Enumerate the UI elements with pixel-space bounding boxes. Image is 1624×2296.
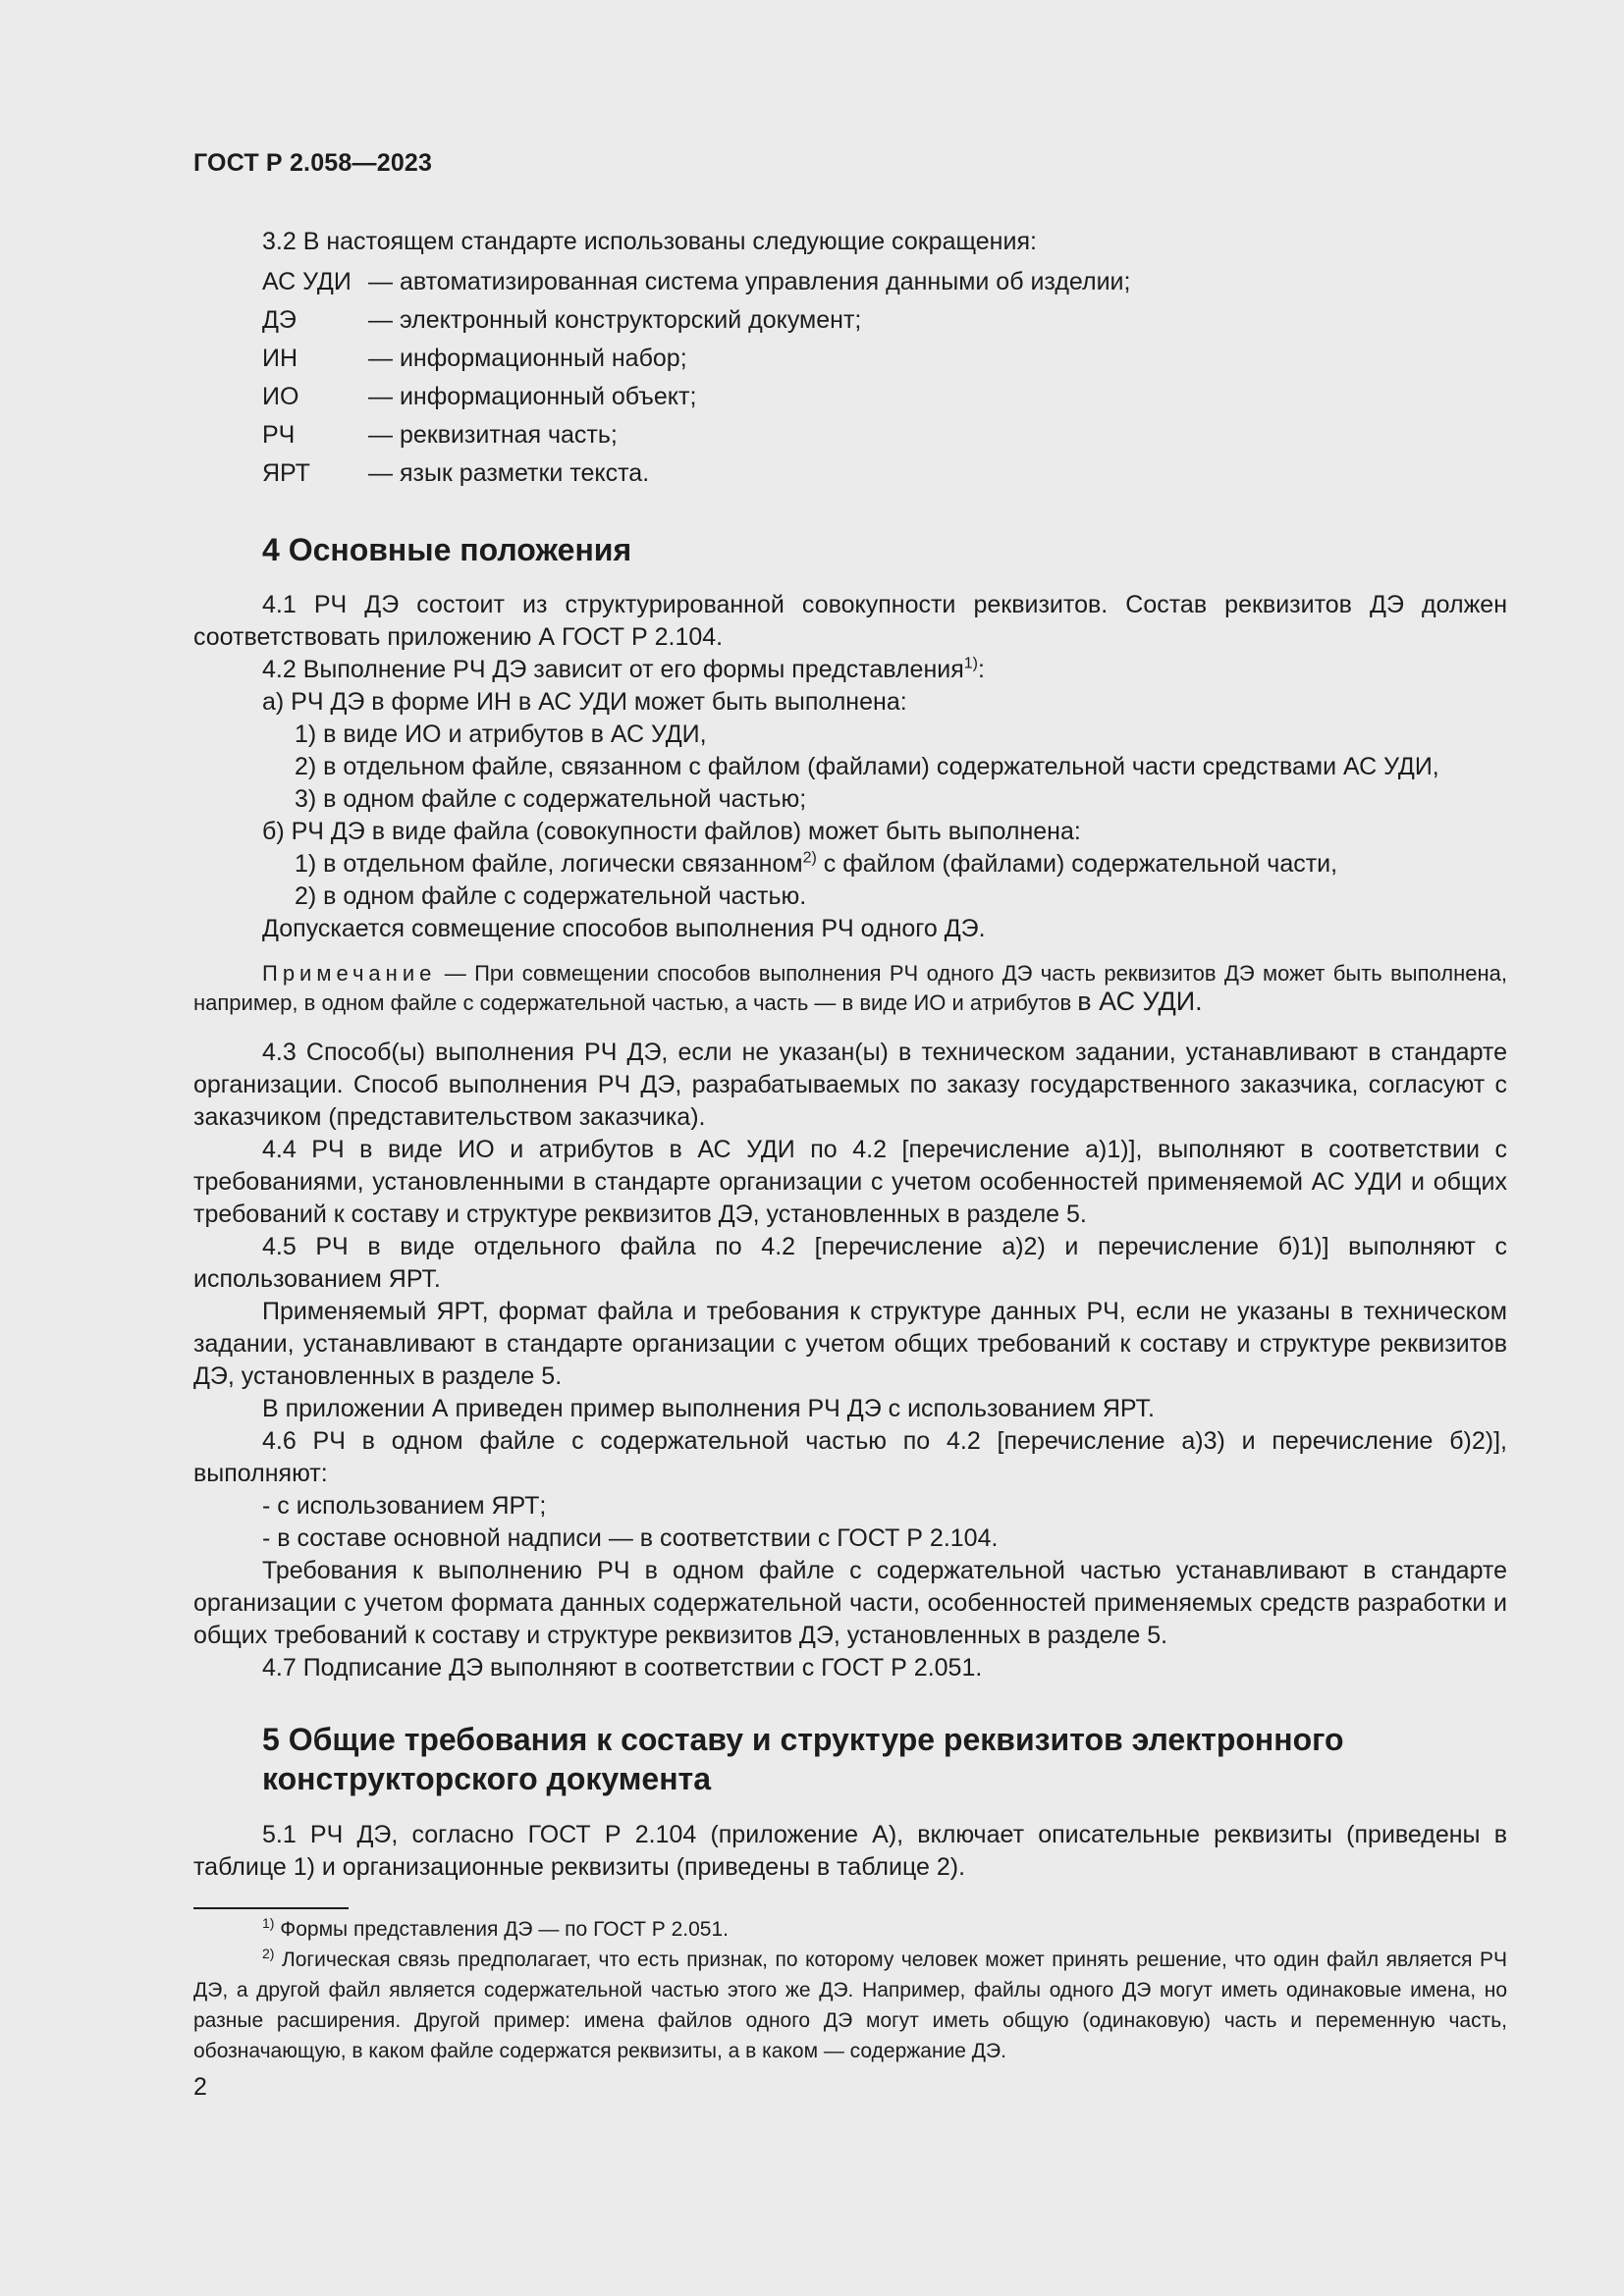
note-text: — При совмещении способов выполнения РЧ одного ДЭ часть реквизитов ДЭ может быть выполнена, например, в одном файле с содержательной частью, а часть — в виде ИО и атрибутов	[193, 961, 1507, 1015]
paragraph-4-2-text: 4.2 Выполнение РЧ ДЭ зависит от его формы представления	[262, 656, 964, 683]
abbreviation-definition: — язык разметки текста.	[368, 459, 650, 487]
footnote-2	[193, 1945, 1507, 2066]
abbreviation-term: АС УДИ	[262, 268, 352, 295]
paragraph-4-1: 4.1 РЧ ДЭ состоит из структурированной совокупности реквизитов. Состав реквизитов ДЭ должен соответствовать приложению А ГОСТ Р 2.104.	[193, 591, 1507, 651]
list-item-a1: 1) в виде ИО и атрибутов в АС УДИ,	[295, 721, 707, 748]
abbreviation-row	[262, 301, 1507, 340]
document-header: ГОСТ Р 2.058—2023	[193, 149, 433, 177]
note-paragraph	[193, 959, 1507, 1017]
paragraph-4-6-c: Требования к выполнению РЧ в одном файле с содержательной частью устанавливают в стандарте организации с учетом формата данных содержательной части, особенностей применяемых средств разработки и общих требований к составу и структуре реквизитов ДЭ, установленных в разделе 5.	[193, 1557, 1507, 1649]
abbreviation-definition: — реквизитная часть;	[368, 421, 618, 449]
paragraph-4-3: 4.3 Способ(ы) выполнения РЧ ДЭ, если не указан(ы) в техническом задании, устанавливают в стандарте организации. Способ выполнения РЧ ДЭ, разрабатываемых по заказу государственного заказчика, согласуют с заказчиком (представительством заказчика).	[193, 1039, 1507, 1131]
paragraph-4-5-b: Применяемый ЯРТ, формат файла и требования к структуре данных РЧ, если не указаны в техническом задании, устанавливают в стандарте организации с учетом общих требований к составу и структуре реквизитов ДЭ, установленных в разделе 5.	[193, 1298, 1507, 1390]
list-item-b1	[193, 848, 1507, 881]
paragraph-4-7: 4.7 Подписание ДЭ выполняют в соответствии с ГОСТ Р 2.051.	[262, 1654, 983, 1682]
footnote-ref-1: 1)	[963, 655, 979, 672]
paragraph-5-1: 5.1 РЧ ДЭ, согласно ГОСТ Р 2.104 (приложение А), включает описательные реквизиты (приведены в таблице 1) и организационные реквизиты (приведены в таблице 2).	[193, 1821, 1507, 1881]
paragraph-4-6: 4.6 РЧ в одном файле с содержательной частью по 4.2 [перечисление а)3) и перечисление б)2)], выполняют:	[193, 1427, 1507, 1487]
section-5-body	[193, 1819, 1507, 1884]
abbreviation-definition: — электронный конструкторский документ;	[368, 306, 862, 334]
abbreviation-row	[262, 454, 1507, 493]
list-item-a2: 2) в отдельном файле, связанном с файлом (файлами) содержательной части средствами АС УДИ,	[295, 753, 1439, 780]
abbreviation-term: РЧ	[262, 421, 296, 449]
paragraph-4-4: 4.4 РЧ в виде ИО и атрибутов в АС УДИ по 4.2 [перечисление а)1)], выполняют в соответствии с требованиями, установленными в стандарте организации с учетом особенностей применяемой АС УДИ и общих требований к составу и структуре реквизитов ДЭ, установленных в разделе 5.	[193, 1136, 1507, 1228]
section-4-heading: 4 Основные положения	[262, 532, 632, 567]
list-item-b2: 2) в одном файле с содержательной частью.	[295, 882, 807, 910]
note-block	[193, 959, 1507, 1017]
list-item-a3: 3) в одном файле с содержательной частью;	[295, 785, 807, 813]
section-4-body-part-1	[193, 589, 1507, 945]
abbreviation-term: ЯРТ	[262, 459, 310, 487]
abbreviation-row	[262, 340, 1507, 378]
paragraph-4-2-tail: :	[978, 656, 985, 683]
note-tail: в АС УДИ.	[1077, 987, 1203, 1016]
list-item-4-6-b: - в составе основной надписи — в соответствии с ГОСТ Р 2.104.	[262, 1524, 999, 1552]
paragraph-4-5: 4.5 РЧ в виде отдельного файла по 4.2 [перечисление а)2) и перечисление б)1)] выполняют с использованием ЯРТ.	[193, 1233, 1507, 1293]
footnote-text: Формы представления ДЭ — по ГОСТ Р 2.051.	[274, 1918, 729, 1941]
abbreviation-term: ДЭ	[262, 306, 297, 334]
abbreviations-intro: 3.2 В настоящем стандарте использованы следующие сокращения:	[262, 228, 1037, 255]
abbreviation-row	[262, 263, 1507, 301]
list-item-a: а) РЧ ДЭ в форме ИН в АС УДИ может быть выполнена:	[262, 688, 907, 716]
abbreviation-row	[262, 416, 1507, 454]
footnotes	[193, 1914, 1507, 2066]
page-number: 2	[193, 2073, 207, 2101]
list-item-b1-tail: с файлом (файлами) содержательной части,	[816, 850, 1338, 878]
section-4-body-part-2	[193, 1037, 1507, 1684]
footnote-text: Логическая связь предполагает, что есть признак, по которому человек может принять решение, что один файл является РЧ ДЭ, а другой файл является содержательной частью этого же ДЭ. Например, файлы одного ДЭ могут иметь одинаковые имена, но разные расширения. Другой пример: имена файлов одного ДЭ могут иметь общую (одинаковую) часть и переменную часть, обозначающую, в каком файле содержатся реквизиты, а в каком — содержание ДЭ.	[193, 1949, 1507, 2062]
footnote-mark: 1)	[262, 1915, 275, 1931]
abbreviation-definition: — информационный набор;	[368, 345, 687, 372]
list-item-b1-text: 1) в отдельном файле, логически связанном	[295, 850, 803, 878]
abbreviation-row	[262, 378, 1507, 416]
abbreviation-definition: — автоматизированная система управления данными об изделии;	[368, 268, 1131, 295]
list-item-b: б) РЧ ДЭ в виде файла (совокупности файлов) может быть выполнена:	[262, 818, 1081, 845]
paragraph-4-2	[193, 654, 1507, 686]
abbreviation-definition: — информационный объект;	[368, 383, 697, 410]
list-item-4-6-a: - с использованием ЯРТ;	[262, 1492, 547, 1520]
paragraph-4-5-c: В приложении А приведен пример выполнения РЧ ДЭ с использованием ЯРТ.	[262, 1395, 1155, 1422]
footnote-separator	[193, 1907, 349, 1909]
abbreviations-list	[262, 263, 1507, 493]
footnote-mark: 2)	[262, 1946, 275, 1961]
footnote-ref-2: 2)	[802, 849, 817, 867]
abbreviation-term: ИН	[262, 345, 298, 372]
section-5-heading: 5 Общие требования к составу и структуре реквизитов электронного конструкторского документа	[262, 1722, 1344, 1796]
abbreviation-term: ИО	[262, 383, 299, 410]
paragraph-allowed: Допускается совмещение способов выполнения РЧ одного ДЭ.	[262, 915, 986, 942]
note-label: Примечание	[262, 961, 437, 986]
footnote-1	[193, 1914, 1507, 1945]
